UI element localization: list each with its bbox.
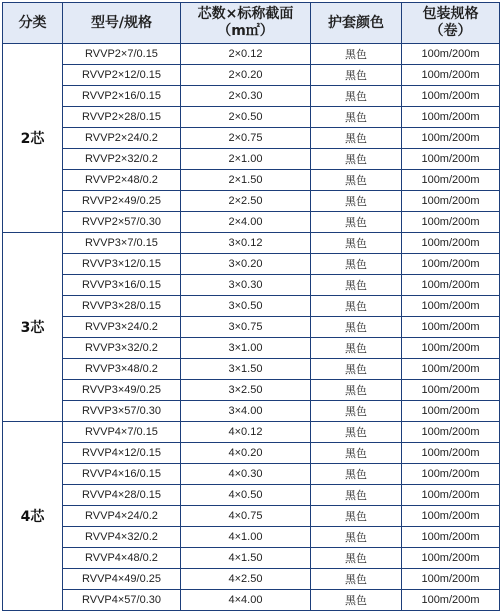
packaging-cell: 100m/200m [402,401,500,422]
cross-section-cell: 4×0.50 [181,485,311,506]
model-cell: RVVP2×7/0.15 [63,44,181,65]
cross-section-cell: 3×1.50 [181,359,311,380]
cross-section-cell: 4×1.00 [181,527,311,548]
packaging-cell: 100m/200m [402,170,500,191]
packaging-cell: 100m/200m [402,338,500,359]
sheath-color-cell: 黑色 [311,65,402,86]
model-cell: RVVP3×57/0.30 [63,401,181,422]
model-cell: RVVP2×28/0.15 [63,107,181,128]
cross-section-cell: 4×0.12 [181,422,311,443]
cross-section-cell: 3×1.00 [181,338,311,359]
table-row [3,317,500,338]
model-cell: RVVP4×57/0.30 [63,590,181,611]
model-cell: RVVP4×24/0.2 [63,506,181,527]
model-cell: RVVP3×16/0.15 [63,275,181,296]
table-row [3,275,500,296]
table-row [3,65,500,86]
table-row [3,233,500,254]
cross-section-cell: 3×4.00 [181,401,311,422]
table-row [3,527,500,548]
category-cell: 4芯 [3,422,63,611]
table-row [3,338,500,359]
table-row [3,86,500,107]
sheath-color-cell: 黑色 [311,401,402,422]
cross-section-cell: 2×1.50 [181,170,311,191]
table-row [3,443,500,464]
packaging-cell: 100m/200m [402,443,500,464]
header-cross-section-title: 芯数×标称截面 [197,6,294,22]
model-cell: RVVP4×48/0.2 [63,548,181,569]
table-row [3,296,500,317]
sheath-color-cell: 黑色 [311,590,402,611]
model-cell: RVVP2×16/0.15 [63,86,181,107]
packaging-cell: 100m/200m [402,422,500,443]
packaging-cell: 100m/200m [402,65,500,86]
cross-section-cell: 3×0.75 [181,317,311,338]
cross-section-cell: 3×0.20 [181,254,311,275]
model-cell: RVVP2×24/0.2 [63,128,181,149]
sheath-color-cell: 黑色 [311,380,402,401]
model-cell: RVVP4×16/0.15 [63,464,181,485]
packaging-cell: 100m/200m [402,548,500,569]
table-row [3,590,500,611]
sheath-color-cell: 黑色 [311,506,402,527]
packaging-cell: 100m/200m [402,317,500,338]
cross-section-cell: 4×0.20 [181,443,311,464]
table-row [3,359,500,380]
sheath-color-cell: 黑色 [311,149,402,170]
packaging-cell: 100m/200m [402,128,500,149]
model-cell: RVVP4×49/0.25 [63,569,181,590]
model-cell: RVVP2×48/0.2 [63,170,181,191]
table-row [3,569,500,590]
sheath-color-cell: 黑色 [311,44,402,65]
model-cell: RVVP3×48/0.2 [63,359,181,380]
packaging-cell: 100m/200m [402,464,500,485]
header-packaging-title: 包装规格 [422,6,479,22]
packaging-cell: 100m/200m [402,569,500,590]
cross-section-cell: 3×2.50 [181,380,311,401]
sheath-color-cell: 黑色 [311,128,402,149]
sheath-color-cell: 黑色 [311,254,402,275]
model-cell: RVVP3×32/0.2 [63,338,181,359]
packaging-cell: 100m/200m [402,107,500,128]
table-row [3,107,500,128]
table-body [3,44,500,611]
table-row [3,401,500,422]
model-cell: RVVP2×32/0.2 [63,149,181,170]
cross-section-cell: 4×1.50 [181,548,311,569]
cross-section-cell: 3×0.30 [181,275,311,296]
packaging-cell: 100m/200m [402,254,500,275]
sheath-color-cell: 黑色 [311,464,402,485]
table-row [3,44,500,65]
sheath-color-cell: 黑色 [311,212,402,233]
packaging-cell: 100m/200m [402,380,500,401]
sheath-color-cell: 黑色 [311,191,402,212]
cross-section-cell: 2×1.00 [181,149,311,170]
model-cell: RVVP2×49/0.25 [63,191,181,212]
model-cell: RVVP3×7/0.15 [63,233,181,254]
packaging-cell: 100m/200m [402,212,500,233]
header-model: 型号/规格 [63,3,181,44]
header-cross-section-unit: （m㎡） [217,23,274,39]
model-cell: RVVP3×28/0.15 [63,296,181,317]
header-packaging [402,3,500,44]
packaging-cell: 100m/200m [402,359,500,380]
table-row [3,380,500,401]
model-cell: RVVP4×28/0.15 [63,485,181,506]
table-row [3,254,500,275]
packaging-cell: 100m/200m [402,44,500,65]
cross-section-cell: 2×0.50 [181,107,311,128]
sheath-color-cell: 黑色 [311,296,402,317]
table-row [3,170,500,191]
model-cell: RVVP2×57/0.30 [63,212,181,233]
table-row [3,128,500,149]
cross-section-cell: 2×0.75 [181,128,311,149]
sheath-color-cell: 黑色 [311,86,402,107]
table-row [3,149,500,170]
table-row [3,485,500,506]
sheath-color-cell: 黑色 [311,569,402,590]
header-cross-section [181,3,311,44]
packaging-cell: 100m/200m [402,149,500,170]
cross-section-cell: 2×0.30 [181,86,311,107]
cross-section-cell: 3×0.50 [181,296,311,317]
cross-section-cell: 2×0.20 [181,65,311,86]
header-packaging-unit: （卷） [429,23,472,39]
packaging-cell: 100m/200m [402,527,500,548]
packaging-cell: 100m/200m [402,275,500,296]
table-row [3,506,500,527]
sheath-color-cell: 黑色 [311,485,402,506]
sheath-color-cell: 黑色 [311,443,402,464]
packaging-cell: 100m/200m [402,296,500,317]
cable-spec-table [2,2,500,611]
table-row [3,212,500,233]
category-cell: 2芯 [3,44,63,233]
sheath-color-cell: 黑色 [311,107,402,128]
cross-section-cell: 4×4.00 [181,590,311,611]
sheath-color-cell: 黑色 [311,170,402,191]
model-cell: RVVP4×12/0.15 [63,443,181,464]
model-cell: RVVP3×24/0.2 [63,317,181,338]
model-cell: RVVP3×12/0.15 [63,254,181,275]
model-cell: RVVP4×32/0.2 [63,527,181,548]
sheath-color-cell: 黑色 [311,338,402,359]
table-row [3,191,500,212]
category-cell: 3芯 [3,233,63,422]
header-sheath-color: 护套颜色 [311,3,402,44]
header-row [3,3,500,44]
packaging-cell: 100m/200m [402,590,500,611]
sheath-color-cell: 黑色 [311,548,402,569]
model-cell: RVVP3×49/0.25 [63,380,181,401]
cross-section-cell: 2×0.12 [181,44,311,65]
cross-section-cell: 3×0.12 [181,233,311,254]
cross-section-cell: 2×4.00 [181,212,311,233]
sheath-color-cell: 黑色 [311,422,402,443]
sheath-color-cell: 黑色 [311,317,402,338]
packaging-cell: 100m/200m [402,233,500,254]
cross-section-cell: 4×0.30 [181,464,311,485]
sheath-color-cell: 黑色 [311,527,402,548]
table-row [3,422,500,443]
table-row [3,548,500,569]
sheath-color-cell: 黑色 [311,233,402,254]
cross-section-cell: 4×0.75 [181,506,311,527]
table-header [3,3,500,44]
model-cell: RVVP4×7/0.15 [63,422,181,443]
header-category: 分类 [3,3,63,44]
packaging-cell: 100m/200m [402,86,500,107]
model-cell: RVVP2×12/0.15 [63,65,181,86]
packaging-cell: 100m/200m [402,485,500,506]
cross-section-cell: 2×2.50 [181,191,311,212]
packaging-cell: 100m/200m [402,191,500,212]
sheath-color-cell: 黑色 [311,275,402,296]
table-row [3,464,500,485]
cross-section-cell: 4×2.50 [181,569,311,590]
packaging-cell: 100m/200m [402,506,500,527]
sheath-color-cell: 黑色 [311,359,402,380]
